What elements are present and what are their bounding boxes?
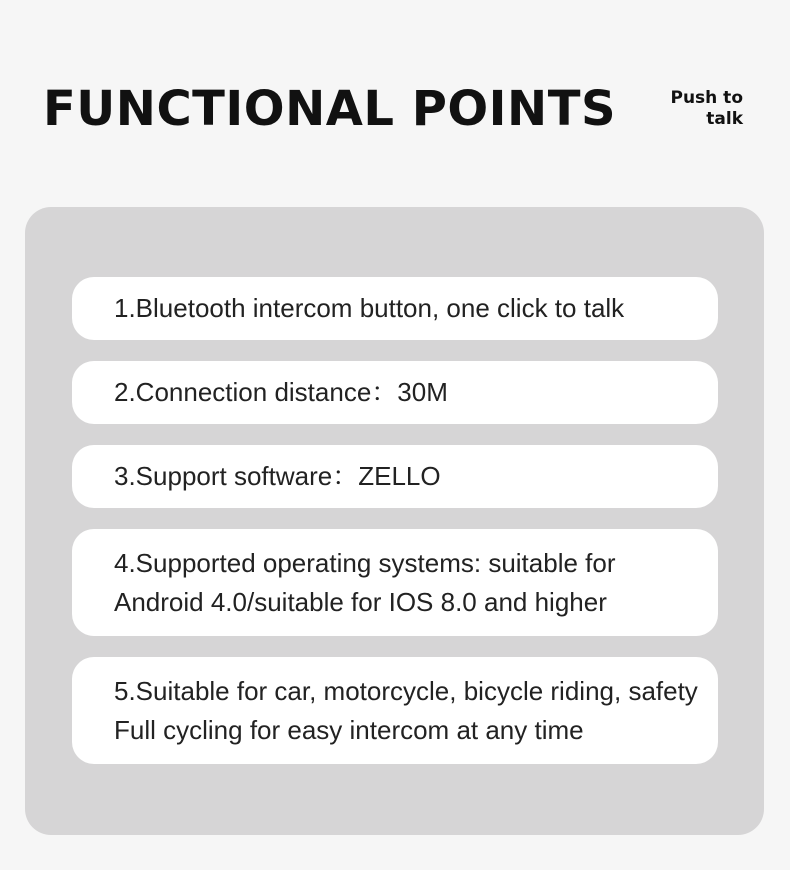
tagline: [623, 88, 743, 130]
point-card-3: [72, 445, 718, 508]
points-panel: [25, 207, 764, 835]
point-card-4: [72, 529, 718, 636]
tagline-line-1: Push to: [670, 88, 743, 108]
point-text-4: 4.Supported operating systems: suitable for Android 4.0/suitable for IOS 8.0 and higher: [114, 547, 616, 617]
point-card-5: [72, 657, 718, 764]
page-title: FUNCTIONAL POINTS: [43, 81, 617, 137]
point-text-5: 5.Suitable for car, motorcycle, bicycle riding, safety Full cycling for easy intercom at any time: [114, 675, 698, 745]
point-card-2: [72, 361, 718, 424]
point-card-1: [72, 277, 718, 340]
point-text-1: 1.Bluetooth intercom button, one click to talk: [114, 293, 625, 323]
tagline-line-2: talk: [706, 109, 743, 129]
point-text-3: 3.Support software：ZELLO: [114, 461, 441, 491]
point-text-2: 2.Connection distance：30M: [114, 377, 448, 407]
